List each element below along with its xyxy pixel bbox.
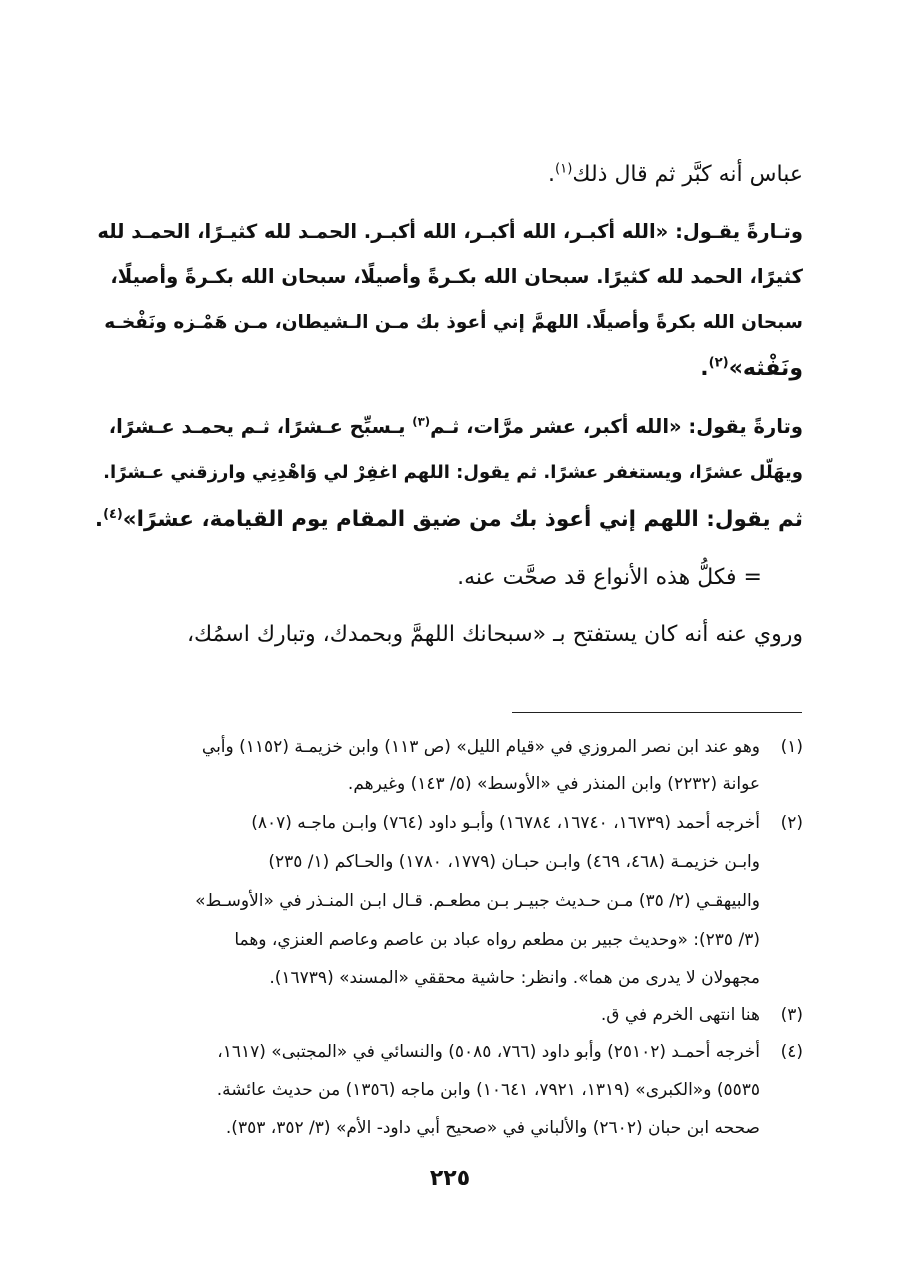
footnote-divider xyxy=(512,712,802,713)
footnote-line: أخرجه أحمد (١٦٧٣٩، ١٦٧٤٠، ١٦٧٨٤) وأبـو داود (٧٦٤) وابـن ماجـه (٨٠٧) xyxy=(251,813,760,833)
footnote-line: والبيهقـي (٢/ ٣٥) مـن حـديث جبيـر بـن مطعـم. قـال ابـن المنـذر في «الأوسـط» xyxy=(195,891,760,911)
body-line: ويهَلّل عشرًا، ويستغفر عشرًا. ثم يقول: اللهم اغفِرْ لي وَاهْدِنِي وارزقني عـشرًا. xyxy=(103,462,803,483)
body-line: كثيرًا، الحمد لله كثيرًا. سبحان الله بكـرةً وأصيلًا، سبحان الله بكـرةً وأصيلًا، xyxy=(110,265,803,288)
body-line: وتـارةً يقـول: «الله أكبـر، الله أكبـر، الله أكبـر. الحمـد لله كثيـرًا، الحمـد لله xyxy=(97,220,803,243)
footnote-number: (١) xyxy=(780,737,803,757)
footnote-line: ٥٥٣٥) و«الكبرى» (١٣١٩، ٧٩٢١، ١٠٦٤١) وابن ماجه (١٣٥٦) من حديث عائشة. xyxy=(216,1080,760,1100)
body-line: عباس أنه كبَّر ثم قال ذلك$^{(١)}$. xyxy=(548,161,803,187)
body-line: ونَفْثه»$^{(٢)}$. xyxy=(700,355,803,381)
body-line: ثم يقول: اللهم إني أعوذ بك من ضيق المقام يوم القيامة، عشرًا»$^{(٤)}$. xyxy=(94,506,803,532)
footnote-line: عوانة (٢٢٣٢) وابن المنذر في «الأوسط» (٥/ ١٤٣) وغيرهم. xyxy=(347,774,760,794)
body-line: سبحان الله بكرةً وأصيلًا. اللهمَّ إني أعوذ بك مـن الـشيطان، مـن هَمْـزه ونَفْخـه xyxy=(104,312,803,333)
footnote-line: هنا انتهى الخرم في ق. xyxy=(600,1005,760,1025)
footnote-line: وابـن خزيمـة (٤٦٨، ٤٦٩) وابـن حبـان (١٧٧٩، ١٧٨٠) والحـاكم (١/ ٢٣٥) xyxy=(268,852,760,872)
body-line: = فكلُّ هذه الأنواع قد صحَّت عنه. xyxy=(457,565,762,590)
page-number: ٢٢٥ xyxy=(429,1166,471,1191)
body-line: وروي عنه أنه كان يستفتح بـ «سبحانك اللهمَّ وبحمدك، وتبارك اسمُك، xyxy=(186,622,803,647)
footnote-line: أخرجه أحمـد (٢٥١٠٢) وأبو داود (٧٦٦، ٥٠٨٥) والنسائي في «المجتبى» (١٦١٧، xyxy=(217,1042,760,1062)
footnote-number: (٢) xyxy=(780,813,803,833)
footnote-number: (٤) xyxy=(780,1042,803,1062)
footnote-line: وهو عند ابن نصر المروزي في «قيام الليل» (ص ١١٣) وابن خزيمـة (١١٥٢) وأبي xyxy=(201,737,760,757)
footnote-line: (٣/ ٢٣٥): «وحديث جبير بن مطعم رواه عباد بن عاصم وعاصم العنزي، وهما xyxy=(234,930,760,950)
footnote-number: (٣) xyxy=(780,1005,803,1025)
footnote-line: مجهولان لا يدرى من هما». وانظر: حاشية محققي «المسند» (١٦٧٣٩). xyxy=(269,968,760,988)
body-line: وتارةً يقول: «الله أكبر، عشر مرَّات، ثـم$^{(٣)}$ يـسبِّح عـشرًا، ثـم يحمـد عـشرًا، xyxy=(108,414,803,438)
footnote-line: صححه ابن حبان (٢٦٠٢) والألباني في «صحيح أبي داود- الأم» (٣/ ٣٥٢، ٣٥٣). xyxy=(225,1118,760,1138)
